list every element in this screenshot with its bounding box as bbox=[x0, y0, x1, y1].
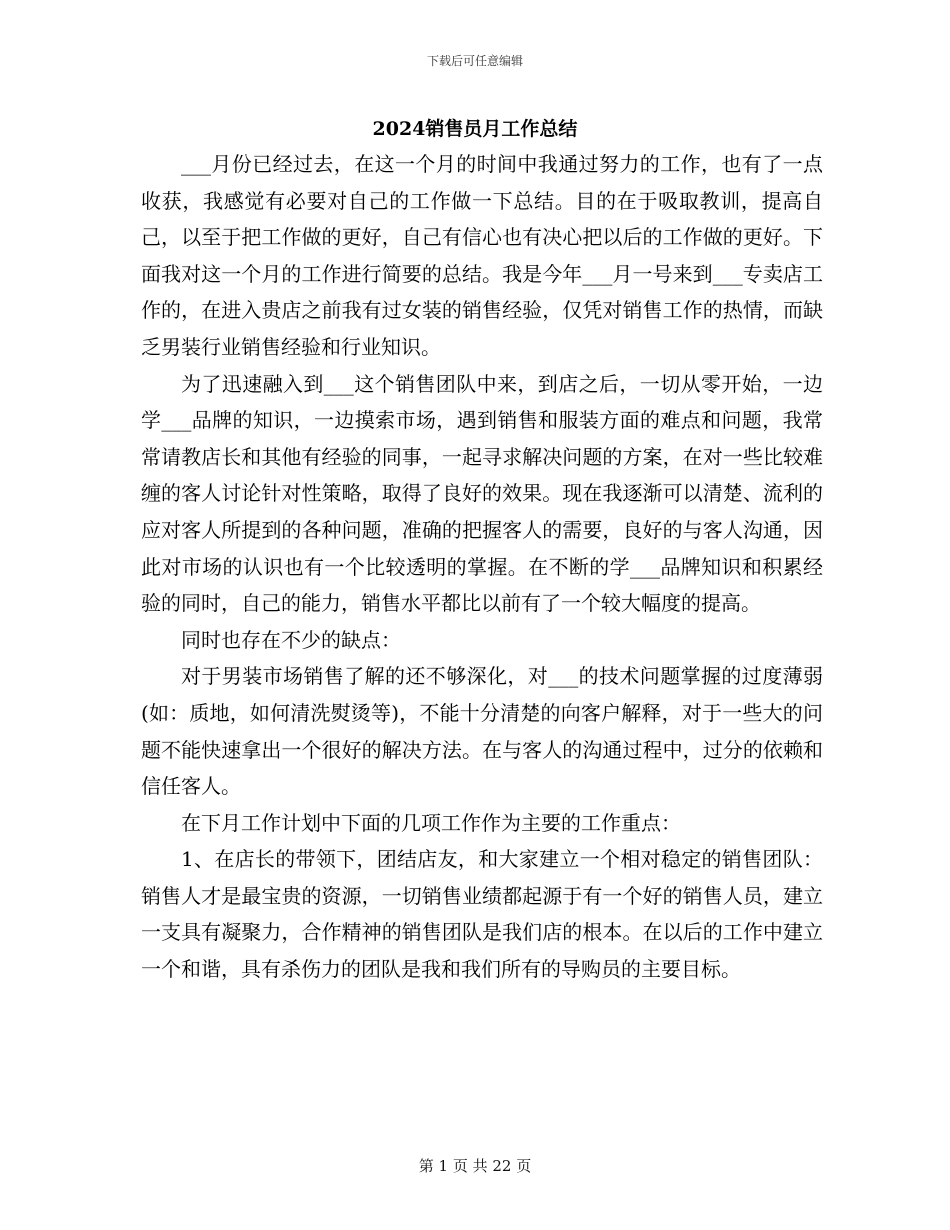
paragraph-3: 同时也存在不少的缺点： bbox=[181, 627, 401, 652]
paragraph-5: 在下月工作计划中下面的几项工作作为主要的工作重点： bbox=[181, 810, 681, 835]
page-number: 第 1 页 共 22 页 bbox=[418, 1157, 532, 1175]
paragraph-6: 1、在店长的带领下，团结店友，和大家建立一个相对稳定的销售团队：销售人才是最宝贵的资源，一切销售业绩都起源于有一个好的销售人员，建立一支具有凝聚力，合作精神的销售团队是我们店的根本。在以后的工作中建立一个和谐，具有杀伤力的团队是我和我们所有的导购员的主要目标。 bbox=[141, 847, 823, 982]
paragraph-4: 对于男装市场销售了解的还不够深化，对___的技术问题掌握的过度薄弱(如：质地，如何清洗熨烫等)，不能十分清楚的向客户解释，对于一些大的问题不能快速拿出一个很好的解决方法。在与客人的沟通过程中，过分的依赖和信任客人。 bbox=[141, 664, 823, 799]
header-note: 下载后可任意编辑 bbox=[426, 54, 523, 68]
document-body bbox=[141, 146, 823, 988]
document-title: 2024销售员月工作总结 bbox=[372, 118, 578, 140]
paragraph-2: 为了迅速融入到___这个销售团队中来，到店之后，一切从零开始，一边学___品牌的知识，一边摸索市场，遇到销售和服装方面的难点和问题，我常常请教店长和其他有经验的同事，一起寻求解决问题的方案，在对一些比较难缠的客人讨论针对性策略，取得了良好的效果。现在我逐渐可以清楚、流利的应对客人所提到的各种问题，准确的把握客人的需要，良好的与客人沟通，因此对市场的认识也有一个比较透明的掌握。在不断的学___品牌知识和积累经验的同时，自己的能力，销售水平都比以前有了一个较大幅度的提高。 bbox=[141, 371, 823, 616]
paragraph-1: ___月份已经过去，在这一个月的时间中我通过努力的工作，也有了一点收获，我感觉有必要对自己的工作做一下总结。目的在于吸取教训，提高自己，以至于把工作做的更好，自己有信心也有决心把以后的工作做的更好。下面我对这一个月的工作进行简要的总结。我是今年___月一号来到___专卖店工作的，在进入贵店之前我有过女装的销售经验，仅凭对销售工作的热情，而缺乏男装行业销售经验和行业知识。 bbox=[141, 152, 823, 359]
